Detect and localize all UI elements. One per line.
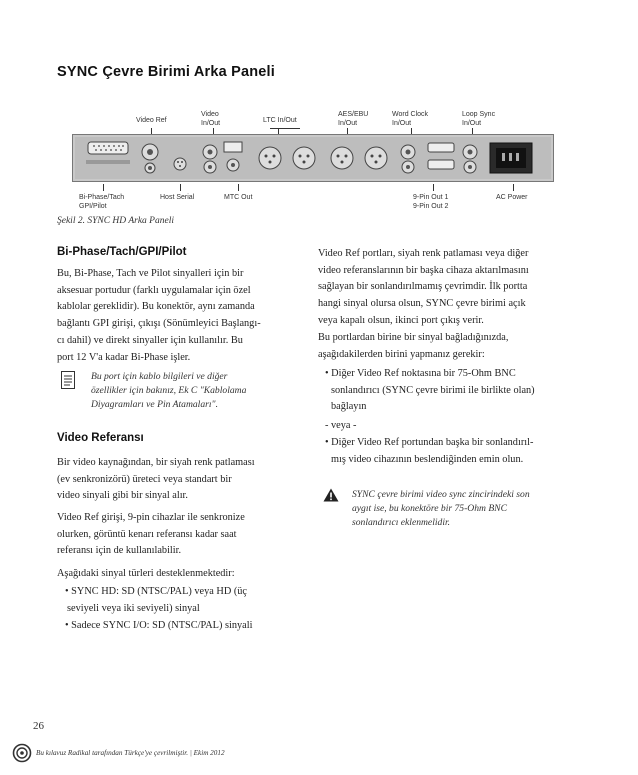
label-ac-power: AC Power [496,194,528,201]
rear-panel-illustration [72,134,554,182]
text-line: Video Ref girişi, 9-pin cihazlar ile senkronize [57,512,245,523]
warning-icon [323,488,339,502]
text-line: video sinyali gibi bir sinyal alır. [57,490,188,502]
biphase-connector-icon [86,142,130,164]
label-mtc-out: MTC Out [224,194,253,201]
text-line: Video Ref portları, siyah renk patlaması veya diğer [318,248,529,259]
text-line: sonlandırıcı eklenmelidir. [352,517,451,528]
warning-note [352,488,530,530]
label-video-ref: Video Ref [136,117,167,124]
text-line: referansı için de kullanılabilir. [57,545,182,557]
label-word-clock-line1: Word Clock [392,111,429,118]
tick [238,184,239,191]
label-loop-sync-line2: In/Out [462,119,482,127]
text-line: Bu port için kablo bilgileri ve diğer [91,371,228,382]
text-line: • Diğer Video Ref portundan başka bir sonlandırıl- [325,437,534,448]
right-paragraph-2 [318,330,508,363]
label-aes-ebu [338,111,368,128]
note-cable-info [91,370,246,412]
label-loop-sync [462,111,495,128]
right-paragraph-1 [318,246,529,330]
page-title: SYNC Çevre Birimi Arka Paneli [57,64,276,80]
note-icon [61,371,75,389]
video-ref-paragraph-3: Aşağıdaki sinyal türleri desteklenmektedir: [57,568,235,579]
label-biphase-line2: GPI/Pilot [79,202,107,210]
label-aes-line1: AES/EBU [338,111,369,118]
label-loop-sync-line1: Loop Sync [462,111,496,118]
text-line: kablolar gereklidir). Bu konektör, aynı zamanda [57,301,255,313]
bullet-terminator [325,366,535,416]
text-line: aygıt ise, bu konektöre bir 75-Ohm BNC [352,503,507,514]
text-line: seviyeli veya iki seviyeli) sinyal [67,602,200,614]
tick [433,184,434,191]
biphase-paragraph [57,266,261,366]
text-line: aksesuar portudur (farklı uygulamalar için özel [57,284,251,296]
label-video-inout [201,111,220,128]
label-aes-line2: In/Out [338,119,358,127]
text-line: • SYNC HD: SD (NTSC/PAL) veya HD (üç [65,586,247,597]
video-ref-paragraph-2 [57,510,245,560]
text-line: hangi sinyal olursa olsun, SYNC çevre birimi açık [318,298,526,310]
heading-video-ref: Video Referansı [57,432,144,444]
label-biphase [79,194,124,211]
label-video-line1: Video [201,111,219,118]
text-line: Bir video kaynağından, bir siyah renk patlaması [57,457,255,468]
bullet-sync-hd [65,584,247,617]
figure-caption: Şekil 2. SYNC HD Arka Paneli [57,216,174,226]
or-text: - veya - [325,420,357,431]
bullet-terminated-device [325,435,533,468]
host-serial-icon [174,158,186,170]
text-line: özellikler için bakınız, Ek C "Kablolama [91,385,247,396]
text-line: mış video cihazının beslendiğinden emin olun. [331,453,524,465]
label-nine-pin-line2: 9-Pin Out 2 [413,202,449,210]
video-ref-paragraph-1 [57,455,255,505]
text-line: port 12 V'a kadar Bi-Phase işler. [57,351,191,363]
label-biphase-line1: Bi-Phase/Tach [79,194,125,201]
label-host-serial: Host Serial [160,194,195,201]
label-nine-pin [413,194,448,211]
footer-text: Bu kılavuz Radikal tarafından Türkçe'ye çevrilmiştir. | Ekim 2012 [36,749,225,757]
heading-biphase: Bi-Phase/Tach/GPI/Pilot [57,246,187,258]
text-line: (ev senkronizörü) üreteci veya standart bir [57,473,232,485]
label-nine-pin-line1: 9-Pin Out 1 [413,194,449,201]
text-line: bağlayın [331,401,367,413]
bracket [270,128,300,129]
text-line: veya kapalı olsun, ikinci port çıkış verir. [318,314,484,326]
text-line: cı dahil) ve direkt sinyaller için kullanılır. Bu [57,334,243,346]
publisher-logo-icon [12,743,32,763]
ac-power-icon [490,143,532,173]
bullet-sync-io: • Sadece SYNC I/O: SD (NTSC/PAL) sinyali [65,620,253,631]
tick [103,184,104,191]
tick [513,184,514,191]
text-line: sağlayan bir sonlandırılmamış çevrimdir. İlk portta [318,281,528,293]
text-line: Diyagramları ve Pin Atamaları". [91,399,218,410]
text-line: bağlantı GPI girişi, çıkışı (Sönümleyici Başlangı- [57,318,261,330]
text-line: olurken, görüntü kenarı referansı kadar saat [57,528,237,540]
text-line: aşağıdakilerden birini yapmanız gerekir: [318,348,485,360]
text-line: • Diğer Video Ref noktasına bir 75-Ohm BNC [325,368,516,379]
text-line: Bu, Bi-Phase, Tach ve Pilot sinyalleri için bir [57,268,244,279]
label-word-clock [392,111,428,128]
text-line: sonlandırıcı (SYNC çevre birimi ile birlikte olan) [331,384,535,396]
mtc-out-icon [227,159,239,171]
tick [180,184,181,191]
text-line: SYNC çevre birimi video sync zincirindeki son [352,489,530,500]
label-ltc-inout: LTC In/Out [263,117,297,124]
label-word-clock-line2: In/Out [392,119,412,127]
text-line: video referanslarının bir başka cihaza aktarılmasını [318,264,529,276]
label-video-line2: In/Out [201,119,221,127]
text-line: Bu portlardan birine bir sinyal bağladığınızda, [318,332,509,343]
page-number: 26 [33,720,44,732]
